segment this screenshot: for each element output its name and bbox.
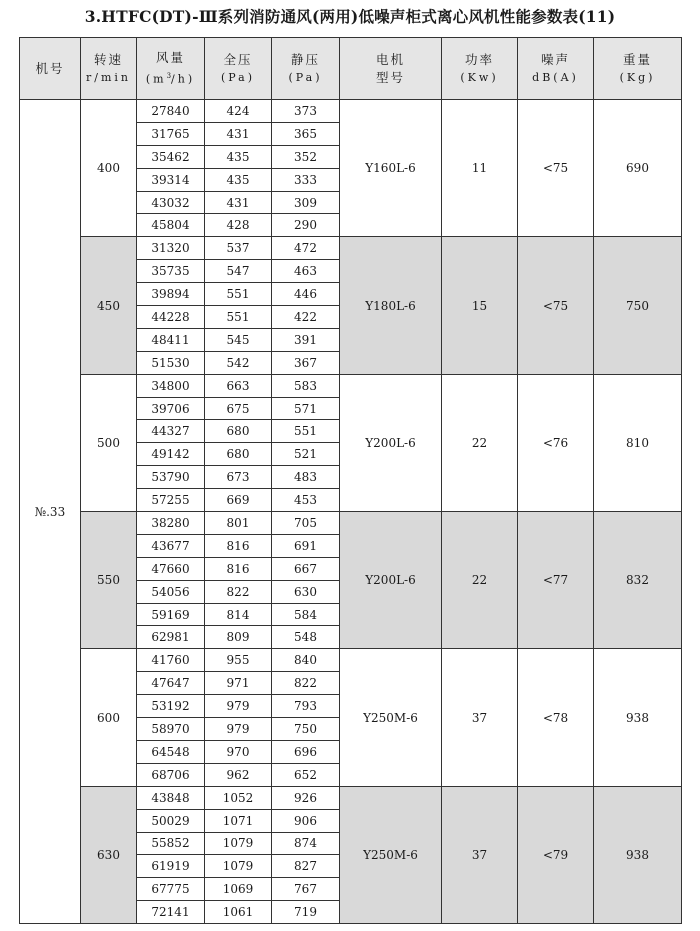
static-pressure-cell: 290 — [272, 214, 340, 237]
table-body — [20, 100, 682, 924]
header-static-pressure: 静压 (Pa) — [272, 38, 340, 100]
motor-cell: Y200L-6 — [340, 512, 442, 649]
table-row — [20, 512, 682, 535]
total-pressure-cell: 971 — [205, 672, 272, 695]
flow-cell: 68706 — [137, 763, 205, 786]
flow-cell: 43032 — [137, 191, 205, 214]
noise-cell: <79 — [518, 786, 594, 923]
flow-cell: 39314 — [137, 168, 205, 191]
flow-cell: 57255 — [137, 489, 205, 512]
static-pressure-cell: 446 — [272, 283, 340, 306]
flow-cell: 39894 — [137, 283, 205, 306]
performance-table — [19, 37, 682, 924]
total-pressure-cell: 673 — [205, 466, 272, 489]
motor-cell: Y200L-6 — [340, 374, 442, 511]
total-pressure-cell: 428 — [205, 214, 272, 237]
model-no-cell: №.33 — [20, 100, 81, 924]
table-row — [20, 649, 682, 672]
motor-cell: Y250M-6 — [340, 786, 442, 923]
total-pressure-cell: 955 — [205, 649, 272, 672]
total-pressure-cell: 663 — [205, 374, 272, 397]
weight-cell: 832 — [594, 512, 682, 649]
flow-cell: 55852 — [137, 832, 205, 855]
static-pressure-cell: 352 — [272, 145, 340, 168]
flow-cell: 43848 — [137, 786, 205, 809]
flow-cell: 44327 — [137, 420, 205, 443]
total-pressure-cell: 1079 — [205, 855, 272, 878]
total-pressure-cell: 979 — [205, 718, 272, 741]
total-pressure-cell: 675 — [205, 397, 272, 420]
static-pressure-cell: 463 — [272, 260, 340, 283]
static-pressure-cell: 874 — [272, 832, 340, 855]
speed-cell: 550 — [81, 512, 137, 649]
total-pressure-cell: 435 — [205, 168, 272, 191]
static-pressure-cell: 309 — [272, 191, 340, 214]
flow-cell: 31765 — [137, 122, 205, 145]
static-pressure-cell: 391 — [272, 328, 340, 351]
total-pressure-cell: 970 — [205, 740, 272, 763]
static-pressure-cell: 551 — [272, 420, 340, 443]
total-pressure-cell: 545 — [205, 328, 272, 351]
noise-cell: <75 — [518, 237, 594, 374]
flow-cell: 39706 — [137, 397, 205, 420]
flow-cell: 51530 — [137, 351, 205, 374]
flow-cell: 64548 — [137, 740, 205, 763]
speed-cell: 600 — [81, 649, 137, 786]
power-cell: 22 — [442, 374, 518, 511]
table-row — [20, 100, 682, 123]
header-weight: 重量 (Kg) — [594, 38, 682, 100]
total-pressure-cell: 962 — [205, 763, 272, 786]
flow-cell: 67775 — [137, 878, 205, 901]
total-pressure-cell: 816 — [205, 557, 272, 580]
total-pressure-cell: 979 — [205, 695, 272, 718]
total-pressure-cell: 1071 — [205, 809, 272, 832]
speed-cell: 500 — [81, 374, 137, 511]
flow-cell: 48411 — [137, 328, 205, 351]
static-pressure-cell: 827 — [272, 855, 340, 878]
total-pressure-cell: 680 — [205, 420, 272, 443]
noise-cell: <76 — [518, 374, 594, 511]
total-pressure-cell: 424 — [205, 100, 272, 123]
total-pressure-cell: 431 — [205, 122, 272, 145]
total-pressure-cell: 814 — [205, 603, 272, 626]
total-pressure-cell: 669 — [205, 489, 272, 512]
total-pressure-cell: 1079 — [205, 832, 272, 855]
static-pressure-cell: 705 — [272, 512, 340, 535]
static-pressure-cell: 719 — [272, 901, 340, 924]
static-pressure-cell: 906 — [272, 809, 340, 832]
header-flow: 风量 $(m^3/h)$ — [137, 38, 205, 100]
static-pressure-cell: 822 — [272, 672, 340, 695]
total-pressure-cell: 551 — [205, 306, 272, 329]
table-row — [20, 786, 682, 809]
flow-cell: 54056 — [137, 580, 205, 603]
flow-cell: 27840 — [137, 100, 205, 123]
total-pressure-cell: 551 — [205, 283, 272, 306]
static-pressure-cell: 472 — [272, 237, 340, 260]
static-pressure-cell: 691 — [272, 534, 340, 557]
static-pressure-cell: 333 — [272, 168, 340, 191]
total-pressure-cell: 822 — [205, 580, 272, 603]
flow-cell: 49142 — [137, 443, 205, 466]
flow-cell: 61919 — [137, 855, 205, 878]
total-pressure-cell: 1069 — [205, 878, 272, 901]
total-pressure-cell: 435 — [205, 145, 272, 168]
total-pressure-cell: 1052 — [205, 786, 272, 809]
flow-cell: 47647 — [137, 672, 205, 695]
flow-cell: 43677 — [137, 534, 205, 557]
static-pressure-cell: 767 — [272, 878, 340, 901]
total-pressure-cell: 431 — [205, 191, 272, 214]
static-pressure-cell: 750 — [272, 718, 340, 741]
flow-cell: 53192 — [137, 695, 205, 718]
motor-cell: Y250M-6 — [340, 649, 442, 786]
static-pressure-cell: 793 — [272, 695, 340, 718]
speed-cell: 450 — [81, 237, 137, 374]
static-pressure-cell: 453 — [272, 489, 340, 512]
header-power: 功率 (Kw) — [442, 38, 518, 100]
weight-cell: 750 — [594, 237, 682, 374]
static-pressure-cell: 583 — [272, 374, 340, 397]
speed-cell: 630 — [81, 786, 137, 923]
static-pressure-cell: 652 — [272, 763, 340, 786]
flow-cell: 62981 — [137, 626, 205, 649]
motor-cell: Y160L-6 — [340, 100, 442, 237]
header-motor: 电机 型号 — [340, 38, 442, 100]
static-pressure-cell: 373 — [272, 100, 340, 123]
power-cell: 22 — [442, 512, 518, 649]
header-row — [20, 38, 682, 100]
static-pressure-cell: 840 — [272, 649, 340, 672]
flow-cell: 34800 — [137, 374, 205, 397]
total-pressure-cell: 547 — [205, 260, 272, 283]
total-pressure-cell: 1061 — [205, 901, 272, 924]
weight-cell: 690 — [594, 100, 682, 237]
flow-cell: 47660 — [137, 557, 205, 580]
flow-cell: 41760 — [137, 649, 205, 672]
flow-cell: 31320 — [137, 237, 205, 260]
noise-cell: <78 — [518, 649, 594, 786]
header-model-no: 机号 — [20, 38, 81, 100]
motor-cell: Y180L-6 — [340, 237, 442, 374]
static-pressure-cell: 584 — [272, 603, 340, 626]
flow-cell: 50029 — [137, 809, 205, 832]
weight-cell: 938 — [594, 786, 682, 923]
flow-cell: 44228 — [137, 306, 205, 329]
table-row — [20, 237, 682, 260]
total-pressure-cell: 809 — [205, 626, 272, 649]
noise-cell: <75 — [518, 100, 594, 237]
flow-cell: 35462 — [137, 145, 205, 168]
power-cell: 11 — [442, 100, 518, 237]
flow-cell: 45804 — [137, 214, 205, 237]
static-pressure-cell: 696 — [272, 740, 340, 763]
static-pressure-cell: 667 — [272, 557, 340, 580]
page-title: 3.HTFC(DT)-Ⅲ系列消防通风(两用)低噪声柜式离心风机性能参数表(11) — [84, 7, 616, 26]
header-noise: 噪声 dB(A) — [518, 38, 594, 100]
flow-cell: 58970 — [137, 718, 205, 741]
header-speed: 转速 r/min — [81, 38, 137, 100]
flow-cell: 72141 — [137, 901, 205, 924]
static-pressure-cell: 365 — [272, 122, 340, 145]
static-pressure-cell: 630 — [272, 580, 340, 603]
power-cell: 15 — [442, 237, 518, 374]
static-pressure-cell: 571 — [272, 397, 340, 420]
weight-cell: 810 — [594, 374, 682, 511]
total-pressure-cell: 680 — [205, 443, 272, 466]
flow-cell: 59169 — [137, 603, 205, 626]
flow-cell: 35735 — [137, 260, 205, 283]
weight-cell: 938 — [594, 649, 682, 786]
flow-cell: 38280 — [137, 512, 205, 535]
total-pressure-cell: 801 — [205, 512, 272, 535]
static-pressure-cell: 521 — [272, 443, 340, 466]
power-cell: 37 — [442, 786, 518, 923]
power-cell: 37 — [442, 649, 518, 786]
table-row — [20, 374, 682, 397]
static-pressure-cell: 483 — [272, 466, 340, 489]
total-pressure-cell: 542 — [205, 351, 272, 374]
total-pressure-cell: 537 — [205, 237, 272, 260]
noise-cell: <77 — [518, 512, 594, 649]
static-pressure-cell: 926 — [272, 786, 340, 809]
static-pressure-cell: 422 — [272, 306, 340, 329]
header-total-pressure: 全压 (Pa) — [205, 38, 272, 100]
static-pressure-cell: 367 — [272, 351, 340, 374]
static-pressure-cell: 548 — [272, 626, 340, 649]
speed-cell: 400 — [81, 100, 137, 237]
flow-cell: 53790 — [137, 466, 205, 489]
total-pressure-cell: 816 — [205, 534, 272, 557]
